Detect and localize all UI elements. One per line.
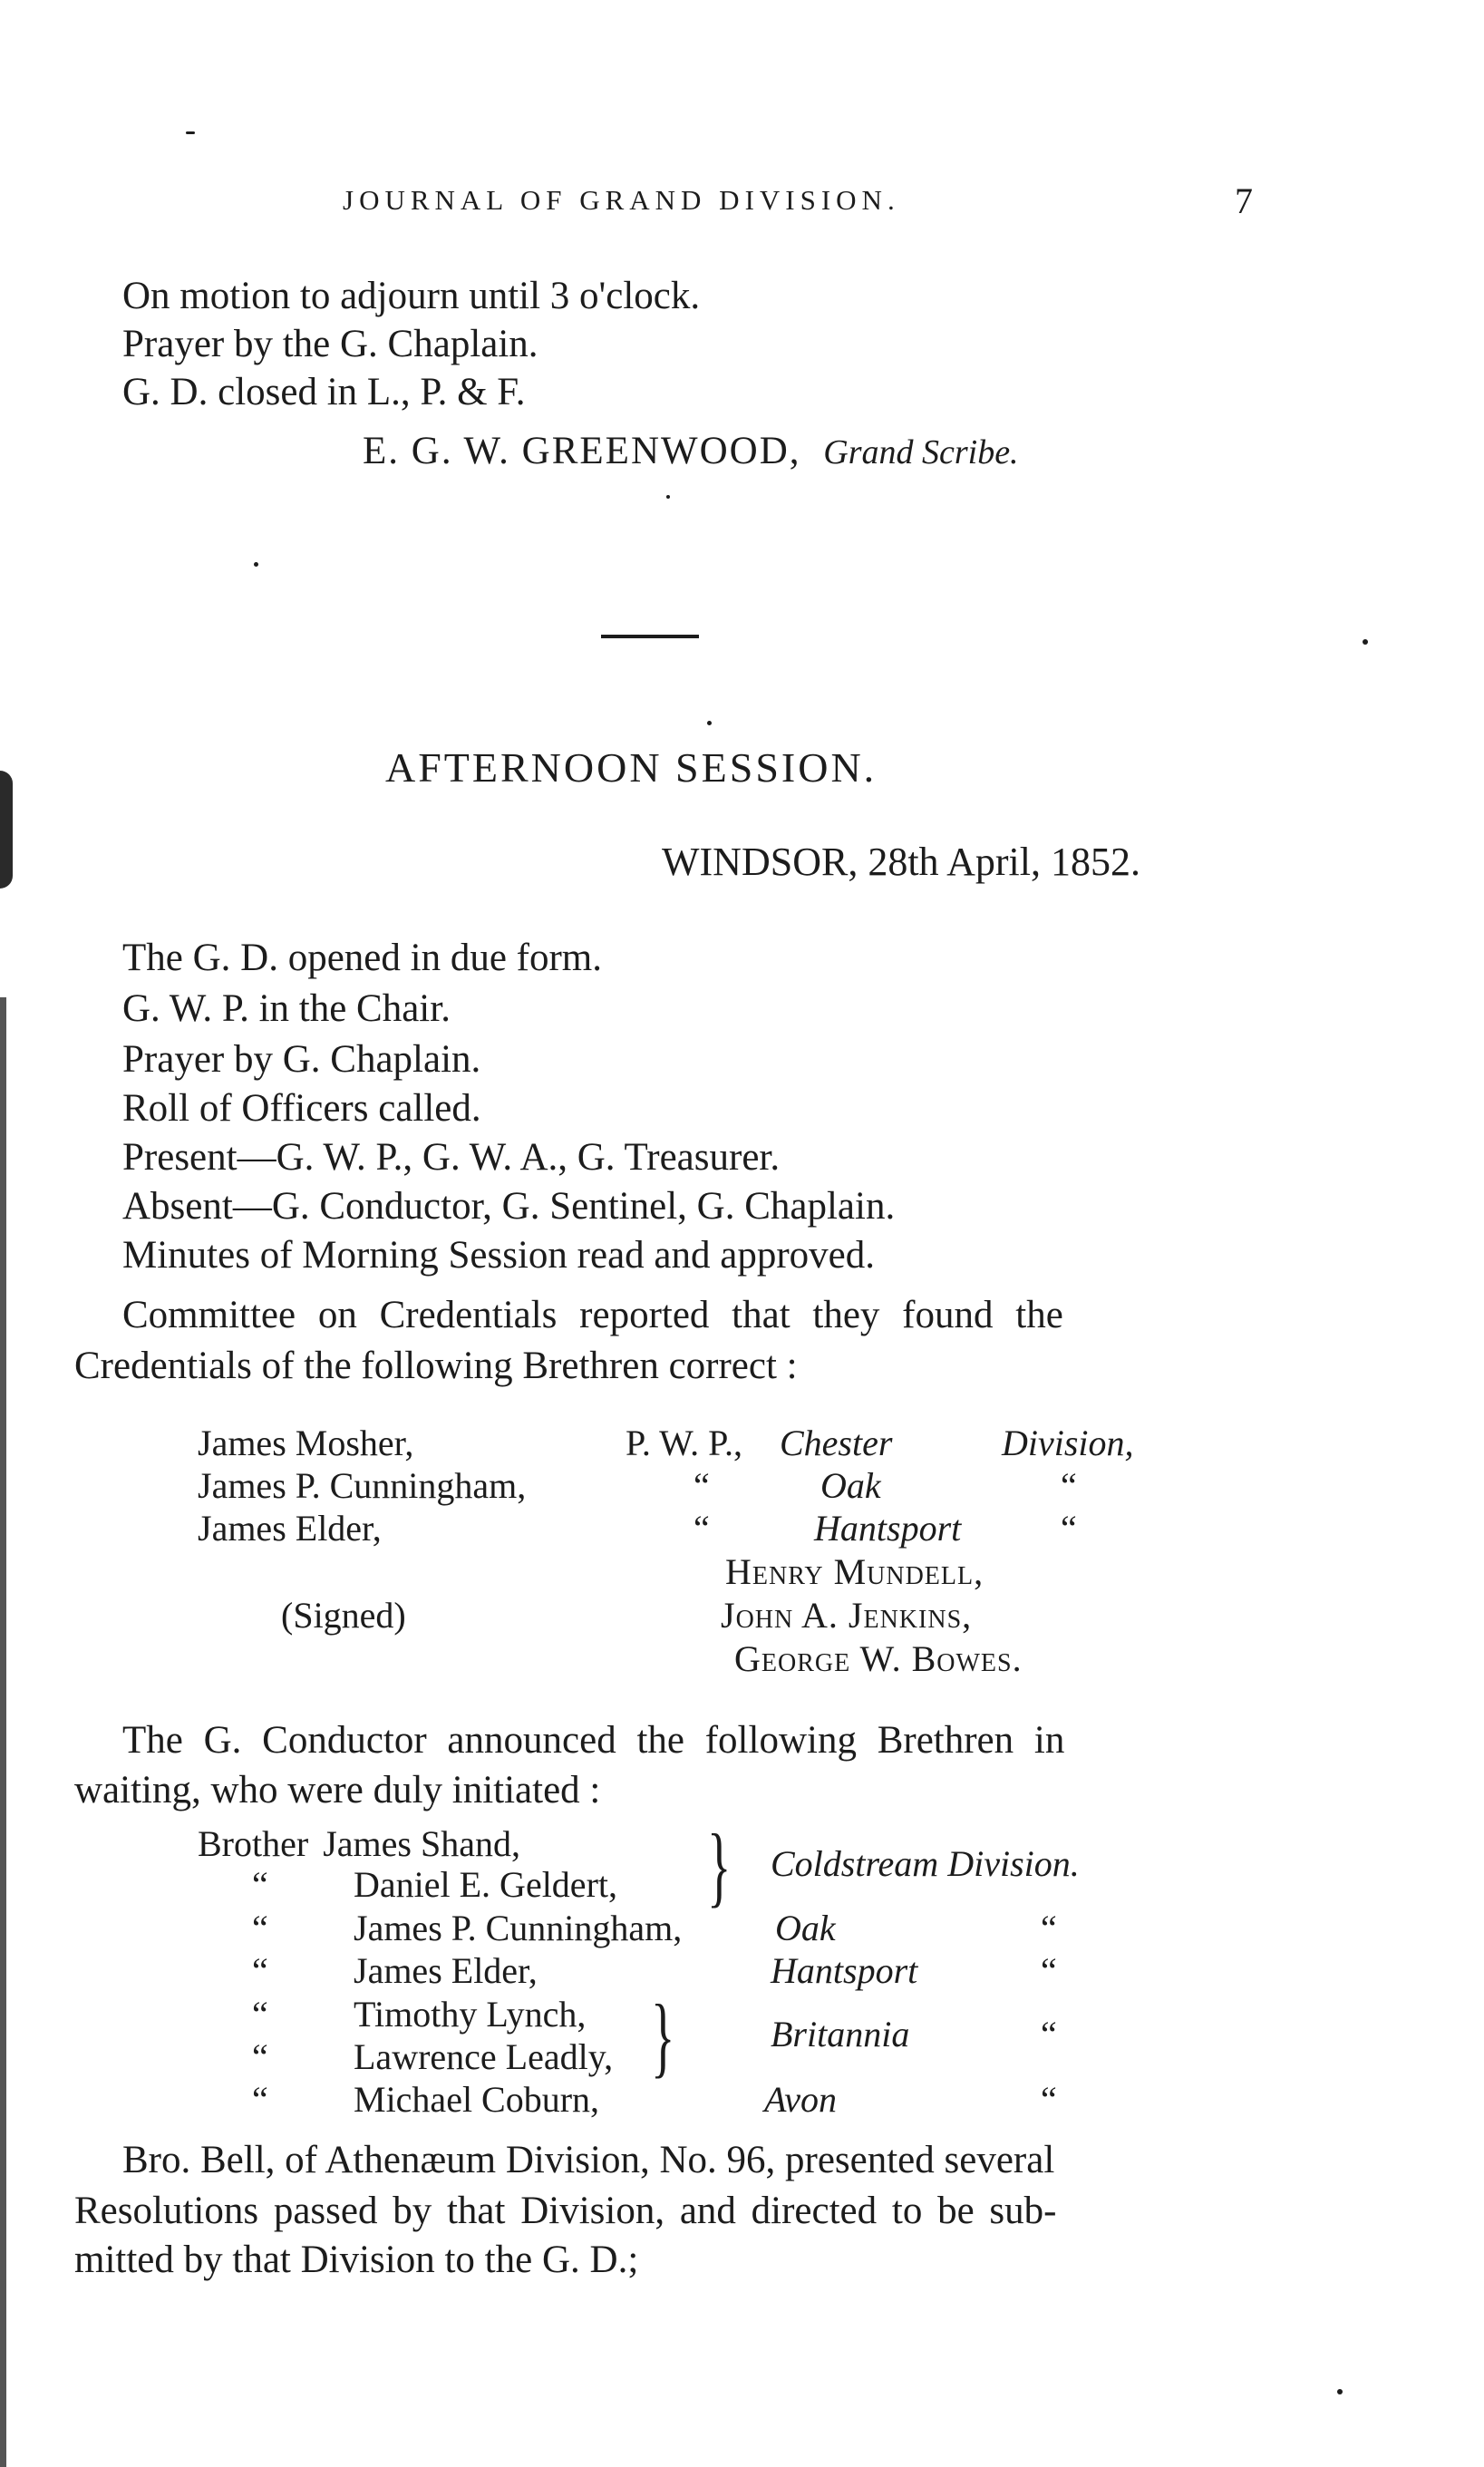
ditto-mark: “ (252, 1994, 268, 2035)
initiate-name: Michael Coburn, (354, 2079, 600, 2120)
ditto-mark: “ (252, 1864, 268, 1905)
closing-para-line-1: Bro. Bell, of Athenæum Division, No. 96, presented several (122, 2139, 1055, 2181)
page-binding-edge (0, 771, 13, 889)
section-divider (601, 635, 699, 638)
initiate-division: Hantsport (771, 1950, 918, 1991)
britannia-label: Britannia (771, 2014, 910, 2054)
running-title: JOURNAL OF GRAND DIVISION. (343, 184, 900, 216)
initiation-row (198, 1822, 520, 1865)
initiation-para-line-1: The G. Conductor announced the following Brethren in (122, 1719, 1065, 1762)
ditto-mark: “ (1041, 1950, 1057, 1991)
ditto-mark: “ (1041, 2079, 1057, 2120)
minute-line-1: The G. D. opened in due form. (122, 937, 602, 979)
committee-signer: George W. Bowes. (734, 1638, 1023, 1679)
coldstream-brace: } (707, 1815, 732, 1916)
speck (1337, 2389, 1343, 2394)
initiate-division: Avon (764, 2079, 837, 2120)
speck (707, 721, 712, 725)
coldstream-division-label: Coldstream Division. (771, 1843, 1080, 1884)
initiate-division: Oak (775, 1908, 836, 1948)
minute-line-6: Absent—G. Conductor, G. Sentinel, G. Chaplain. (122, 1185, 896, 1228)
closing-para-line-2: Resolutions passed by that Division, and directed to be sub- (74, 2190, 1057, 2232)
committee-signer: John A. Jenkins, (721, 1595, 973, 1636)
credential-rank: “ (694, 1508, 710, 1549)
ditto-mark: “ (1041, 1908, 1057, 1948)
credential-rank: P. W. P., (626, 1423, 742, 1463)
credentials-para-line-1: Committee on Credentials reported that they found the (122, 1294, 1063, 1336)
speck (1363, 639, 1368, 645)
credential-place: Hantsport (814, 1508, 962, 1549)
minute-line-2: G. W. P. in the Chair. (122, 987, 451, 1030)
minute-line-3: Prayer by G. Chaplain. (122, 1038, 481, 1081)
britannia-brace: } (651, 1986, 675, 2086)
credentials-para-line-2: Credentials of the following Brethren correct : (74, 1345, 798, 1387)
adjourn-motion-line: On motion to adjourn until 3 o'clock. (122, 275, 701, 317)
initiate-name: James P. Cunningham, (354, 1908, 683, 1948)
closed-line: G. D. closed in L., P. & F. (122, 371, 526, 413)
credential-unit: “ (1061, 1465, 1077, 1506)
initiation-para-line-2: waiting, who were duly initiated : (74, 1769, 601, 1811)
credential-name: James Elder, (198, 1508, 382, 1549)
credential-name: James P. Cunningham, (198, 1465, 527, 1506)
speck (666, 495, 670, 499)
session-heading: AFTERNOON SESSION. (385, 744, 878, 791)
speck (254, 562, 258, 567)
signer-name: E. G. W. GREENWOOD, (363, 430, 801, 472)
page-binding-edge-lower (0, 997, 6, 2467)
dateline: WINDSOR, 28th April, 1852. (662, 840, 1140, 884)
ditto-mark: “ (1041, 2014, 1057, 2054)
credential-place: Oak (820, 1465, 881, 1506)
initiate-name: Lawrence Leadly, (354, 2036, 614, 2077)
credential-unit: “ (1061, 1508, 1077, 1549)
ditto-mark: “ (252, 2079, 268, 2120)
brother-word: Brother (198, 1823, 309, 1864)
committee-signer: Henry Mundell, (725, 1551, 984, 1592)
credential-rank: “ (694, 1465, 710, 1506)
ditto-mark: “ (252, 2036, 268, 2077)
closing-para-line-3: mitted by that Division to the G. D.; (74, 2239, 639, 2281)
initiate-name: James Shand, (323, 1823, 520, 1864)
minute-line-4: Roll of Officers called. (122, 1087, 481, 1130)
ditto-mark: “ (252, 1950, 268, 1991)
initiate-name: James Elder, (354, 1950, 538, 1991)
speck (186, 131, 195, 134)
credential-place: Chester (780, 1423, 893, 1463)
page-number: 7 (1235, 180, 1253, 221)
credential-name: James Mosher, (198, 1423, 414, 1463)
signer-title: Grand Scribe. (823, 433, 1019, 471)
credential-unit: Division, (1002, 1423, 1134, 1463)
minute-line-7: Minutes of Morning Session read and approved. (122, 1234, 875, 1277)
signed-label: (Signed) (281, 1595, 406, 1636)
initiate-name: Timothy Lynch, (354, 1994, 587, 2035)
minute-line-5: Present—G. W. P., G. W. A., G. Treasurer. (122, 1136, 781, 1179)
signature-line (363, 429, 1019, 473)
ditto-mark: “ (252, 1908, 268, 1948)
initiate-name: Daniel E. Geldert, (354, 1864, 617, 1905)
prayer-line: Prayer by the G. Chaplain. (122, 323, 538, 365)
